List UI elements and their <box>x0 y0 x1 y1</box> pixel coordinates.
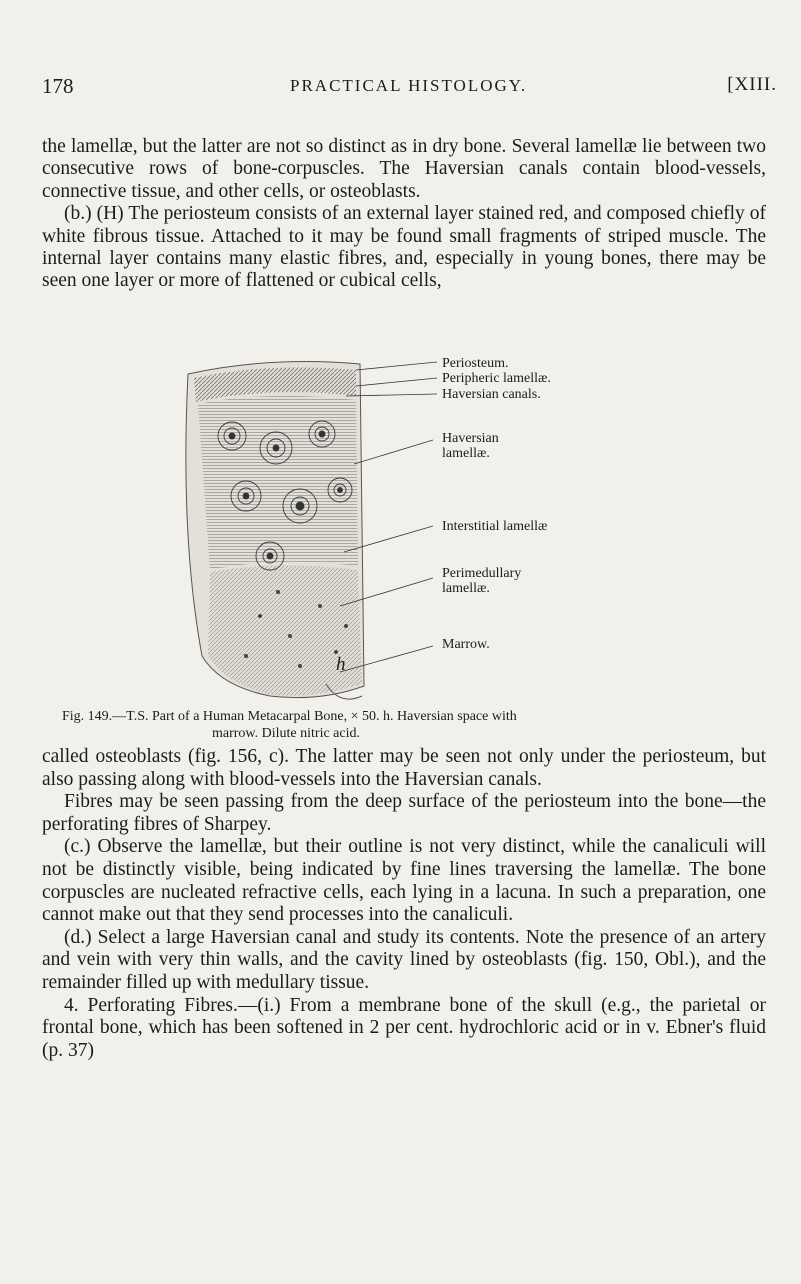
figure-h-mark: h <box>336 654 346 675</box>
figure-149 <box>150 356 790 708</box>
paragraph: Fibres may be seen passing from the deep surface of the periosteum into the bone—the perforating fibres of Sharpey. <box>42 791 766 835</box>
label-haversian-lamellae: Haversian lamellæ. <box>442 431 499 461</box>
label-periosteum: Periosteum. <box>442 356 509 371</box>
body-text-bottom <box>42 746 766 1062</box>
label-marrow: Marrow. <box>442 637 490 652</box>
running-title: PRACTICAL HISTOLOGY. <box>290 76 528 95</box>
chapter-marker: [XIII. <box>727 74 777 95</box>
page-header <box>42 74 777 104</box>
label-perimedullary-lamellae: Perimedullary lamellæ. <box>442 566 522 596</box>
paragraph: 4. Perforating Fibres.—(i.) From a membrane bone of the skull (e.g., the parietal or frontal bone, which has been softened in 2 per cent. hydrochloric acid or in v. Ebner's fluid (p. 37) <box>42 994 766 1061</box>
label-haversian-canals: Haversian canals. <box>442 387 541 402</box>
paragraph: (d.) Select a large Haversian canal and study its contents. Note the presence of an artery and vein with very thin walls, and the cavity lined by osteoblasts (fig. 150, Obl.), and the remainder filled up with medullary tissue. <box>42 926 766 993</box>
paragraph: (b.) (H) The periosteum consists of an external layer stained red, and composed chiefly of white fibrous tissue. Attached to it may be found small fragments of striped muscle. The internal layer contains many elastic fibres, and, especially in young bones, there may be seen one layer or more of flattened or cubical cells, <box>42 203 766 292</box>
caption-line: marrow. Dilute nitric acid. <box>212 726 360 741</box>
label-peripheric-lamellae: Peripheric lamellæ. <box>442 371 551 386</box>
page-number: 178 <box>42 74 74 98</box>
paragraph: (c.) Observe the lamellæ, but their outline is not very distinct, while the canaliculi will not be distinctly visible, being indicated by fine lines traversing the lamellæ. The bone corpuscles are nucleated refractive cells, each lying in a lacuna. In such a preparation, one cannot make out that they send processes into the canaliculi. <box>42 836 766 926</box>
paragraph: called osteoblasts (fig. 156, c). The latter may be seen not only under the periosteum, but also passing along with blood-vessels into the Haversian canals. <box>42 746 766 790</box>
caption-line: Fig. 149.—T.S. Part of a Human Metacarpal Bone, × 50. h. Haversian space with <box>62 709 517 724</box>
figure-caption <box>62 708 772 742</box>
body-text-top <box>42 136 766 293</box>
label-interstitial-lamellae: Interstitial lamellæ <box>442 519 548 534</box>
paragraph: the lamellæ, but the latter are not so distinct as in dry bone. Several lamellæ lie between two consecutive rows of bone-corpuscles. The Haversian canals contain blood-vessels, connective tissue, and other cells, or osteoblasts. <box>42 136 766 202</box>
